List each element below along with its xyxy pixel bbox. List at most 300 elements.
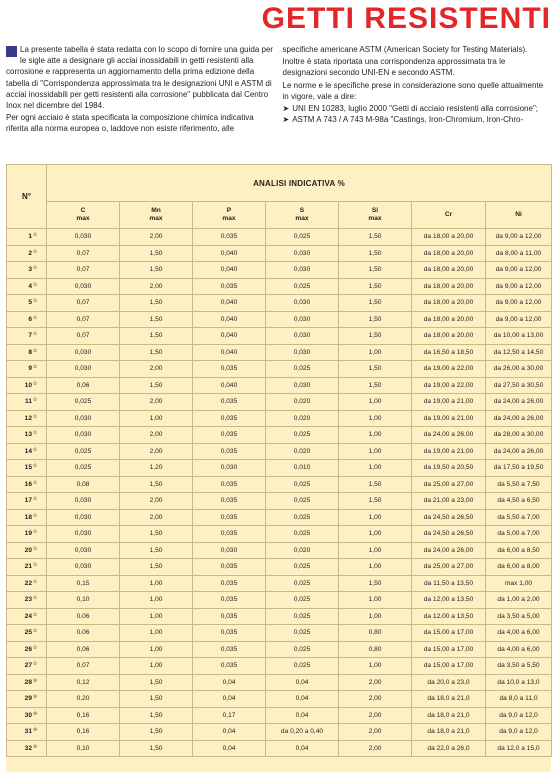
table-cell: da 18,0 a 21,0 [412,691,486,708]
table-cell: 2,00 [120,394,193,411]
table-cell: 0,020 [266,410,339,427]
table-cell: 1,50 [120,311,193,328]
table-cell: 0,030 [47,559,120,576]
column-header-name: C [80,207,86,214]
table-row [7,460,552,477]
table-cell: da 6,00 a 8,00 [486,559,552,576]
table-cell: 1,00 [339,542,412,559]
table-cell: 0,035 [193,658,266,675]
column-header-unit: max [222,215,236,222]
row-number [7,509,47,526]
table-cell: 2,00 [120,427,193,444]
table-cell: da 9,0 a 12,0 [486,724,552,741]
row-number-text: 2 [28,249,32,257]
table-cell: 0,040 [193,377,266,394]
column-header [486,202,552,229]
table-cell: 0,040 [193,344,266,361]
row-number-text: 16 [24,480,32,488]
table-cell: da 12,50 a 14,50 [486,344,552,361]
table-cell: 0,040 [193,262,266,279]
row-number-text: 32 [24,744,32,752]
table-row [7,493,552,510]
table-cell: 0,030 [47,361,120,378]
row-number [7,410,47,427]
row-number [7,460,47,477]
table-cell: 2,00 [339,674,412,691]
table-cell: da 18,00 a 20,00 [412,262,486,279]
table-cell: 0,10 [47,740,120,757]
table-cell: 0,010 [266,460,339,477]
table-cell: 0,04 [193,740,266,757]
row-number [7,344,47,361]
column-header [412,202,486,229]
row-note-marker: ① [33,430,38,435]
table-cell: 0,035 [193,427,266,444]
row-number [7,740,47,757]
table-cell: da 10,0 a 13,0 [486,674,552,691]
table-cell: da 24,00 a 26,00 [412,542,486,559]
table-cell: da 16,50 a 18,50 [412,344,486,361]
table-row [7,740,552,757]
table-cell: da 18,00 a 20,00 [412,295,486,312]
table-cell: 0,035 [193,559,266,576]
intro-paragraph: Inoltre è stata riportata una corrispondenza approssimata tra le designazioni secondo UNI-EN e secondo ASTM. [282,57,506,78]
table-cell: 2,00 [120,278,193,295]
table-row [7,245,552,262]
row-number [7,394,47,411]
table-cell: da 4,00 a 6,00 [486,641,552,658]
table-cell: 0,035 [193,443,266,460]
table-cell: 1,50 [120,526,193,543]
arrow-icon: ➤ [282,115,290,125]
row-number-text: 5 [28,299,32,307]
table-row [7,625,552,642]
column-header-name: Mn [151,207,161,214]
table-cell: 2,00 [120,509,193,526]
table-cell: 1,00 [120,658,193,675]
table-cell: 1,50 [339,245,412,262]
table-cell: 0,025 [266,526,339,543]
row-note-marker: ① [33,595,38,600]
row-number-text: 23 [24,596,32,604]
row-number-text: 29 [24,695,32,703]
table-cell: da 18,00 a 20,00 [412,311,486,328]
table-cell: 0,06 [47,377,120,394]
table-cell: 2,00 [120,229,193,246]
composition-table-panel [6,164,551,772]
row-note-marker: ① [33,347,38,353]
row-note-marker: ① [33,413,38,419]
standard-list-item-text: UNI EN 10283, luglio 2000 "Getti di acciaio resistenti alla corrosione"; [292,104,539,114]
table-cell: 1,50 [120,674,193,691]
table-cell: 1,50 [120,691,193,708]
row-number [7,658,47,675]
table-cell: 0,025 [47,443,120,460]
row-note-marker: ① [33,446,38,452]
row-number-text: 27 [24,662,32,670]
row-number-text: 12 [24,414,32,422]
table-cell: 0,17 [193,707,266,724]
row-number-text: 3 [28,266,32,274]
table-cell: 0,025 [266,427,339,444]
table-cell: 0,030 [47,278,120,295]
table-cell: 0,035 [193,625,266,642]
intro-column-left [6,44,275,136]
column-header-name: Cr [444,211,453,218]
table-cell: 1,50 [120,559,193,576]
table-cell: 1,50 [120,740,193,757]
table-cell: 0,030 [266,262,339,279]
table-cell: 0,025 [266,641,339,658]
table-cell: 0,030 [47,344,120,361]
row-note-marker: ① [33,628,38,633]
table-cell: da 4,00 a 6,00 [486,625,552,642]
table-cell: 1,50 [339,229,412,246]
table-row [7,344,552,361]
table-row [7,377,552,394]
row-number [7,443,47,460]
table-cell: 0,030 [266,328,339,345]
table-cell: da 21,00 a 23,00 [412,493,486,510]
table-cell: da 18,0 a 21,0 [412,707,486,724]
table-cell: 1,00 [120,410,193,427]
table-cell: da 19,00 a 21,00 [412,410,486,427]
table-row [7,427,552,444]
table-cell: 1,00 [339,344,412,361]
row-number-text: 26 [24,645,32,653]
row-number-text: 10 [24,381,32,389]
column-header [339,202,412,229]
table-cell: 1,00 [339,394,412,411]
row-note-marker: ① [33,644,38,650]
column-group-header: ANALISI INDICATIVA % [47,165,552,202]
table-cell: da 12,0 a 15,0 [486,740,552,757]
table-cell: da 19,00 a 22,00 [412,361,486,378]
table-cell: 0,030 [266,295,339,312]
table-row [7,641,552,658]
table-cell: 0,030 [266,344,339,361]
row-number [7,691,47,708]
table-row [7,592,552,609]
arrow-icon: ➤ [282,104,290,114]
table-cell: 0,04 [266,707,339,724]
table-cell: 1,50 [120,295,193,312]
table-cell: 0,025 [266,608,339,625]
table-cell: 0,06 [47,608,120,625]
intro-paragraph: Per ogni acciaio è stata specificata la composizione chimica indicativa riferita alla norma europea o, laddove non esiste riferimento, alle [6,113,254,134]
row-note-marker: ① [33,232,38,237]
table-cell: 0,06 [47,625,120,642]
table-row [7,707,552,724]
table-cell: 0,035 [193,526,266,543]
table-cell: 0,030 [266,311,339,328]
table-cell: 0,030 [47,493,120,510]
intro-paragraph: Le norme e le specifiche prese in considerazione sono quelle attualmente in vigore, vale a dire: [282,80,544,101]
table-cell: 1,00 [339,443,412,460]
table-cell: 0,030 [47,427,120,444]
column-header [120,202,193,229]
table-cell: 0,030 [47,542,120,559]
row-note-marker: ① [33,578,38,584]
table-cell: da 19,50 a 20,50 [412,460,486,477]
row-number [7,592,47,609]
table-cell: da 1,00 a 2,00 [486,592,552,609]
table-cell: 1,00 [120,641,193,658]
table-cell: 0,035 [193,361,266,378]
standard-list-item-text: ASTM A 743 / A 743 M-98a "Castings, Iron-Chromium, Iron-Chro- [292,115,524,125]
table-cell: da 9,0 a 12,0 [486,707,552,724]
row-note-marker: ① [33,479,38,485]
table-cell: da 15,00 a 17,00 [412,641,486,658]
table-cell: da 18,00 a 20,00 [412,245,486,262]
row-note-marker: ① [33,545,38,551]
table-cell: 1,50 [339,328,412,345]
table-cell: 0,08 [47,476,120,493]
table-cell: da 8,00 a 11,00 [486,245,552,262]
row-number-text: 1 [28,233,32,241]
table-cell: 1,50 [120,476,193,493]
table-cell: 0,16 [47,707,120,724]
table-cell: da 4,50 a 6,50 [486,493,552,510]
column-header [193,202,266,229]
table-cell: 0,035 [193,394,266,411]
table-cell: 2,00 [339,691,412,708]
row-number [7,361,47,378]
column-header-unit: max [368,215,382,222]
table-cell: 1,50 [120,724,193,741]
table-cell: 0,025 [266,476,339,493]
table-cell: da 9,00 a 12,00 [486,229,552,246]
row-number-text: 31 [24,728,32,736]
table-cell: da 9,00 a 12,00 [486,311,552,328]
row-number [7,608,47,625]
row-number-text: 28 [24,678,32,686]
table-cell: 0,15 [47,575,120,592]
intro-paragraph [6,44,275,111]
table-cell: 0,030 [47,229,120,246]
table-row [7,410,552,427]
row-number [7,262,47,279]
table-cell: da 24,50 a 26,50 [412,509,486,526]
table-row [7,559,552,576]
table-cell: da 9,00 a 12,00 [486,278,552,295]
table-cell: da 9,00 a 12,00 [486,295,552,312]
intro-text [6,44,551,136]
row-note-marker: ① [33,364,38,369]
table-cell: 0,025 [266,559,339,576]
table-cell: 0,025 [266,229,339,246]
row-note-marker: ① [33,611,38,617]
table-cell: 0,030 [266,245,339,262]
table-cell: 0,035 [193,608,266,625]
column-header-number: N° [7,165,47,229]
table-cell: 0,04 [193,674,266,691]
table-cell: 0,035 [193,575,266,592]
table-row [7,394,552,411]
table-cell: da 17,50 a 19,50 [486,460,552,477]
intro-paragraph-text: La presente tabella è stata redatta con lo scopo di fornire una guida per le sigle atte a designare gli acciai inossidabili in getti resistenti alla corrosione e rappresenta un aggiornamento della prima edizione della tabella di "Corrispondenza approssimata tra le designazioni UNI e ASTM di acciai inossidabili per getti resistenti alla corrosione" pubblicata dal Centro Inox nel dicembre del 1984. [6,45,274,111]
table-cell: 1,00 [339,460,412,477]
row-note-marker: ⑩ [33,710,38,716]
table-cell: 0,04 [193,691,266,708]
table-row [7,278,552,295]
table-cell: 0,030 [266,377,339,394]
row-number-text: 8 [28,348,32,356]
table-cell: 0,035 [193,493,266,510]
table-cell: 0,06 [47,641,120,658]
row-number [7,278,47,295]
row-note-marker: ① [33,661,38,666]
drop-cap-square-icon [6,46,17,57]
column-header-name: S [299,207,305,214]
table-cell: 1,50 [120,377,193,394]
table-cell: 1,50 [339,295,412,312]
table-cell: 1,50 [120,262,193,279]
row-note-marker: ⑩ [33,727,38,732]
table-cell: 0,025 [266,509,339,526]
table-cell: 1,00 [120,608,193,625]
row-note-marker: ① [33,397,38,402]
table-cell: da 24,00 a 26,00 [486,394,552,411]
row-number [7,526,47,543]
table-cell: da 20,0 a 23,0 [412,674,486,691]
table-cell: 1,00 [339,658,412,675]
table-cell: 0,035 [193,592,266,609]
row-number [7,328,47,345]
column-header [266,202,339,229]
table-cell: 0,035 [193,278,266,295]
table-cell: da 11,50 a 13,50 [412,575,486,592]
row-number-text: 20 [24,546,32,554]
table-cell: 1,00 [120,592,193,609]
table-cell: 0,07 [47,262,120,279]
table-cell: da 6,00 a 8,50 [486,542,552,559]
table-cell: 0,025 [266,493,339,510]
table-cell: 0,030 [193,460,266,477]
row-number [7,229,47,246]
table-cell: 0,035 [193,476,266,493]
table-row [7,608,552,625]
table-cell: 0,07 [47,295,120,312]
table-cell: 2,00 [339,707,412,724]
table-cell: 0,025 [266,361,339,378]
table-cell: 0,025 [266,592,339,609]
table-row [7,361,552,378]
row-number-text: 18 [24,513,32,521]
intro-column-right [283,44,552,136]
row-number [7,625,47,642]
table-cell: 0,035 [193,641,266,658]
table-cell: 1,50 [339,262,412,279]
column-header-unit: max [295,215,309,222]
row-note-marker: ⑩ [33,694,38,699]
row-number-text: 15 [24,464,32,472]
table-row [7,476,552,493]
row-number [7,295,47,312]
table-cell: 1,50 [120,328,193,345]
table-cell: 0,025 [47,394,120,411]
table-cell: 0,020 [266,542,339,559]
table-cell: da 5,00 a 7,00 [486,526,552,543]
table-cell: da 15,00 a 17,00 [412,658,486,675]
table-cell: 0,07 [47,245,120,262]
table-row [7,328,552,345]
table-cell: 2,00 [120,443,193,460]
column-header-unit: max [149,215,163,222]
table-cell: 0,04 [266,740,339,757]
row-note-marker: ① [33,529,38,534]
table-row [7,443,552,460]
table-cell: 0,020 [266,443,339,460]
table-cell: 1,00 [120,575,193,592]
page-title: GETTI RESISTENTI [261,2,551,35]
table-cell: 0,030 [47,526,120,543]
table-cell: da 25,00 a 27,00 [412,476,486,493]
column-header-name: Si [371,207,379,214]
table-cell: da 18,00 a 20,00 [412,278,486,295]
row-note-marker: ① [33,562,38,567]
table-cell: 0,040 [193,328,266,345]
intro-paragraph: specifiche americane ASTM (American Society for Testing Materials). [282,45,528,54]
row-note-marker: ① [33,331,38,336]
table-cell: 1,50 [339,361,412,378]
table-row [7,674,552,691]
row-number [7,641,47,658]
table-cell: 1,00 [339,559,412,576]
table-cell: da 18,00 a 20,00 [412,229,486,246]
table-cell: 0,030 [193,542,266,559]
table-cell: 0,16 [47,724,120,741]
table-cell: da 19,00 a 21,00 [412,443,486,460]
row-number-text: 25 [24,629,32,637]
table-row [7,262,552,279]
table-cell: da 18,00 a 20,00 [412,328,486,345]
table-row [7,311,552,328]
table-cell: 1,50 [339,493,412,510]
row-number-text: 24 [24,612,32,620]
table-cell: 0,040 [193,295,266,312]
row-note-marker: ① [33,463,38,468]
table-row [7,229,552,246]
table-cell: 0,025 [266,278,339,295]
table-cell: 1,00 [339,608,412,625]
row-note-marker: ⑩ [33,677,38,683]
table-cell: 0,035 [193,229,266,246]
table-cell: 0,025 [266,625,339,642]
table-cell: 0,040 [193,311,266,328]
table-row [7,526,552,543]
table-row [7,295,552,312]
row-number [7,707,47,724]
table-cell: 0,04 [266,691,339,708]
table-cell: da 9,00 a 12,00 [486,262,552,279]
table-cell: 1,00 [339,427,412,444]
table-cell: 0,035 [193,410,266,427]
column-header-name: P [226,207,232,214]
table-cell: 0,020 [266,394,339,411]
table-cell: 0,040 [193,245,266,262]
table-cell: 0,025 [266,575,339,592]
row-note-marker: ⑩ [33,743,38,749]
standard-list-item [283,103,552,114]
row-number-text: 11 [25,398,32,406]
row-note-marker: ① [33,265,38,270]
table-cell: da 18,0 a 21,0 [412,724,486,741]
row-number-text: 21 [24,563,32,571]
table-cell: 1,50 [339,377,412,394]
table-cell: 0,04 [193,724,266,741]
table-cell: 0,80 [339,625,412,642]
